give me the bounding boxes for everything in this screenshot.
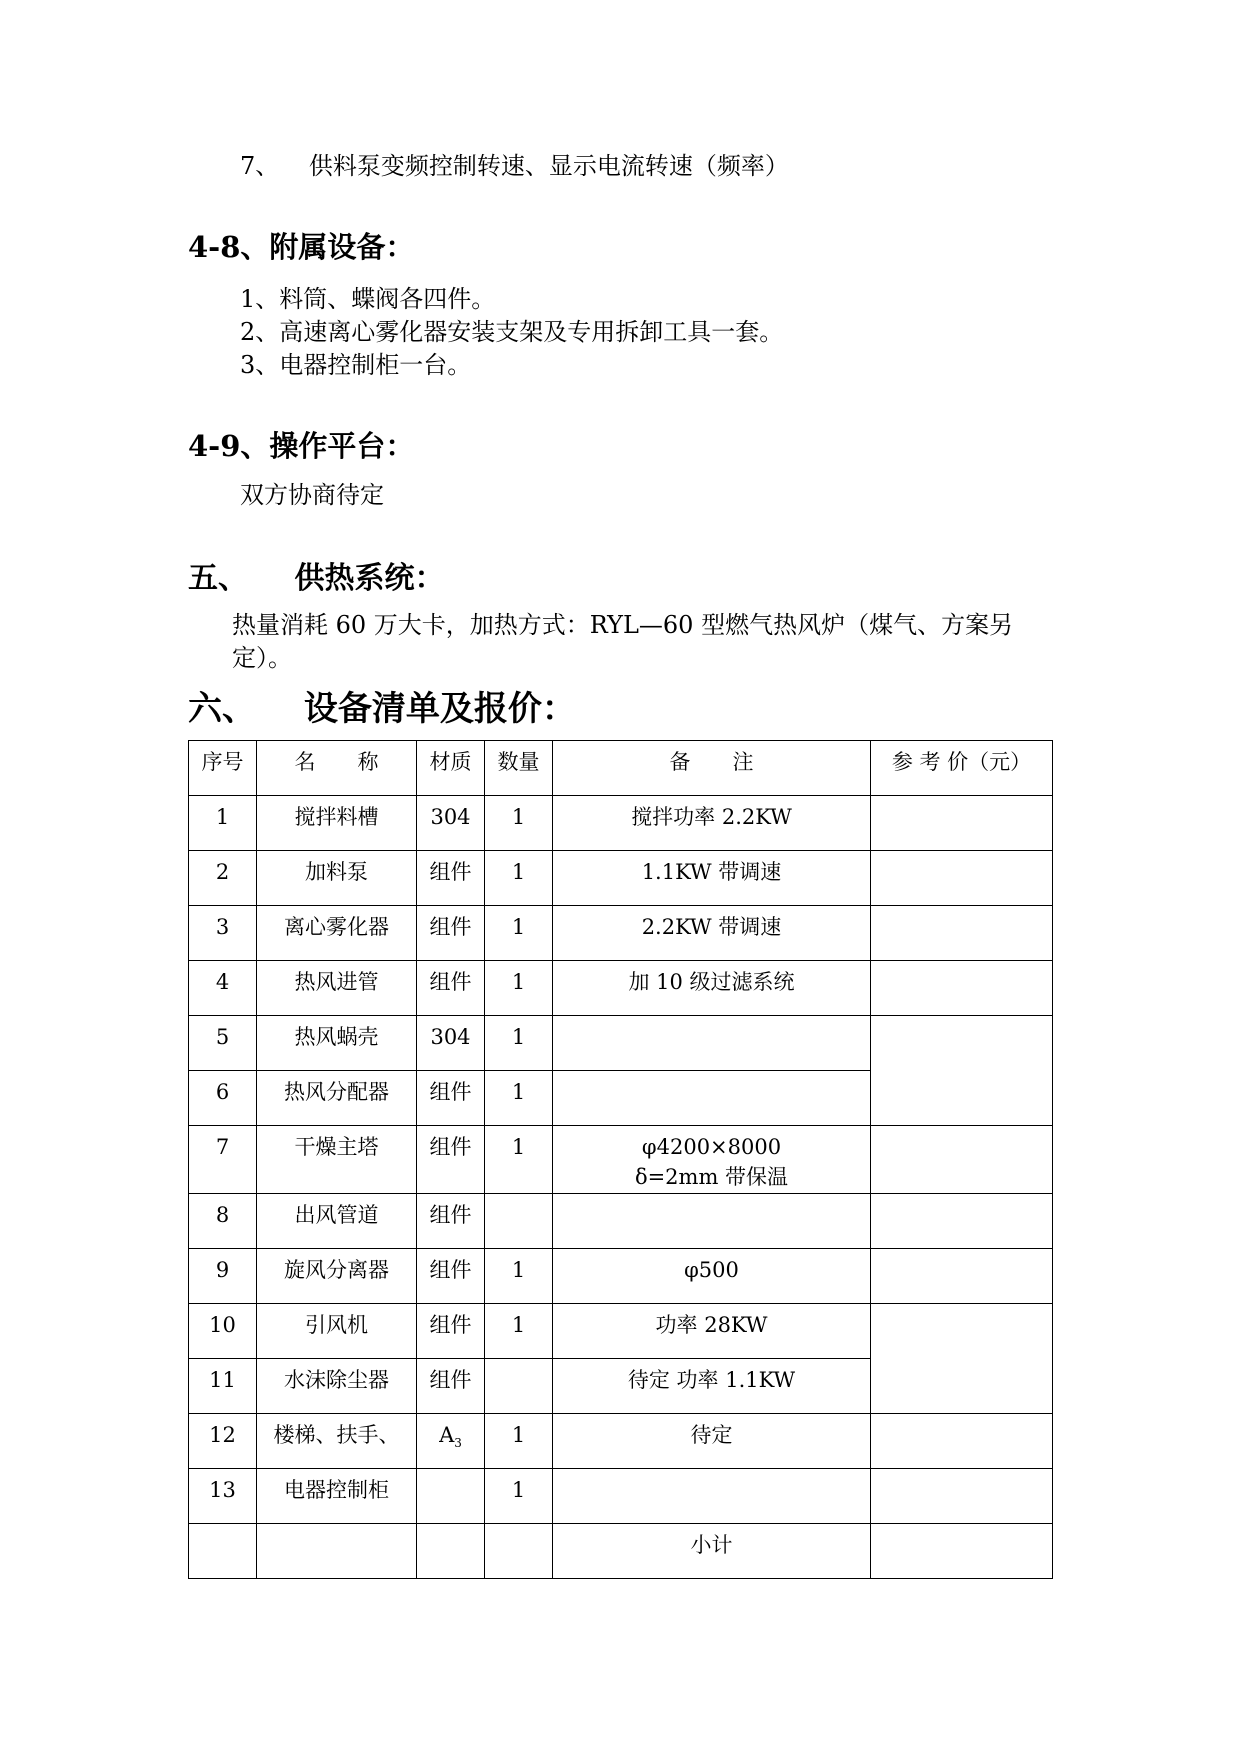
paragraph-line: 热量消耗 60 万大卡，加热方式：RYL—60 型燃气热风炉（煤气、方案另	[232, 611, 1014, 639]
section-number: 六、	[188, 689, 256, 729]
cell-qty: 1	[485, 906, 553, 961]
list-item-7	[240, 150, 789, 182]
cell-price	[871, 1126, 1053, 1194]
cell-name: 引风机	[257, 1304, 417, 1359]
cell-no: 7	[189, 1126, 257, 1194]
cell-qty: 1	[485, 1016, 553, 1071]
cell-material: 组件	[417, 1194, 485, 1249]
remark-line: φ4200×8000	[641, 1135, 782, 1159]
list-item-number: 7、	[240, 152, 280, 180]
paragraph-line: 定）。	[232, 644, 292, 672]
cell-material: 组件	[417, 1249, 485, 1304]
cell-price	[871, 851, 1053, 906]
cell-no: 4	[189, 961, 257, 1016]
cell-no: 8	[189, 1194, 257, 1249]
cell-name: 离心雾化器	[257, 906, 417, 961]
cell-name: 加料泵	[257, 851, 417, 906]
material-text: A	[439, 1423, 455, 1447]
cell-material: 组件	[417, 1304, 485, 1359]
cell-name: 楼梯、扶手、	[257, 1414, 417, 1469]
cell-remark: 1.1KW 带调速	[553, 851, 871, 906]
cell-remark	[553, 1126, 871, 1194]
cell-no: 6	[189, 1071, 257, 1126]
cell-no: 12	[189, 1414, 257, 1469]
cell-remark: 待定 功率 1.1KW	[553, 1359, 871, 1414]
cell-no: 9	[189, 1249, 257, 1304]
header-cell: 材质	[417, 741, 485, 796]
cell-price	[871, 796, 1053, 851]
table-row	[189, 796, 1053, 851]
table-row-subtotal	[189, 1524, 1053, 1579]
cell-price	[871, 1524, 1053, 1579]
list-item: 3、电器控制柜一台。	[240, 351, 472, 379]
cell-remark: φ500	[553, 1249, 871, 1304]
cell-qty: 1	[485, 1071, 553, 1126]
table-row	[189, 1194, 1053, 1249]
cell-no: 5	[189, 1016, 257, 1071]
table-row	[189, 851, 1053, 906]
cell-material	[417, 1414, 485, 1469]
cell-price	[871, 961, 1053, 1016]
cell-qty: 1	[485, 961, 553, 1016]
cell-name: 旋风分离器	[257, 1249, 417, 1304]
cell-qty: 1	[485, 851, 553, 906]
cell-price	[871, 1194, 1053, 1249]
cell-price	[871, 906, 1053, 961]
cell-name: 出风管道	[257, 1194, 417, 1249]
cell-name: 热风分配器	[257, 1071, 417, 1126]
cell-remark: 功率 28KW	[553, 1304, 871, 1359]
cell-no: 13	[189, 1469, 257, 1524]
cell-remark	[553, 1016, 871, 1071]
cell-material: 组件	[417, 906, 485, 961]
cell-remark	[553, 1071, 871, 1126]
cell-remark	[553, 1194, 871, 1249]
header-cell: 备 注	[553, 741, 871, 796]
table-row	[189, 1469, 1053, 1524]
cell-remark: 2.2KW 带调速	[553, 906, 871, 961]
cell-name: 电器控制柜	[257, 1469, 417, 1524]
cell-qty: 1	[485, 1304, 553, 1359]
table-row	[189, 1126, 1053, 1194]
cell-name: 热风进管	[257, 961, 417, 1016]
cell-price	[871, 1414, 1053, 1469]
cell-qty	[485, 1194, 553, 1249]
section-title: 设备清单及报价：	[303, 689, 576, 729]
cell-name	[257, 1524, 417, 1579]
list-item: 1、料筒、蝶阀各四件。	[240, 285, 496, 313]
list-item-text: 供料泵变频控制转速、显示电流转速（频率）	[308, 152, 789, 180]
section-heading-5	[188, 560, 444, 598]
cell-name: 水沫除尘器	[257, 1359, 417, 1414]
remark-line: δ=2mm 带保温	[634, 1165, 789, 1189]
cell-price-merged	[871, 1304, 1053, 1414]
cell-material: 组件	[417, 1071, 485, 1126]
table-row	[189, 906, 1053, 961]
cell-name: 搅拌料槽	[257, 796, 417, 851]
section-heading-4-9: 4-9、操作平台：	[188, 429, 415, 463]
cell-qty: 1	[485, 1414, 553, 1469]
cell-qty: 1	[485, 1249, 553, 1304]
cell-qty	[485, 1359, 553, 1414]
table-row	[189, 1414, 1053, 1469]
section-title: 供热系统：	[294, 561, 445, 596]
cell-no: 1	[189, 796, 257, 851]
table-row	[189, 1249, 1053, 1304]
header-cell: 名 称	[257, 741, 417, 796]
cell-price	[871, 1469, 1053, 1524]
cell-no	[189, 1524, 257, 1579]
header-cell: 数量	[485, 741, 553, 796]
cell-no: 10	[189, 1304, 257, 1359]
table-row	[189, 961, 1053, 1016]
cell-material: 组件	[417, 961, 485, 1016]
cell-no: 3	[189, 906, 257, 961]
table-row	[189, 1304, 1053, 1359]
material-subscript: 3	[454, 1436, 462, 1451]
cell-no: 2	[189, 851, 257, 906]
cell-price-merged	[871, 1016, 1053, 1126]
table-header-row	[189, 741, 1053, 796]
cell-remark	[553, 1469, 871, 1524]
header-cell: 参 考 价（元）	[871, 741, 1053, 796]
section-number: 五、	[188, 561, 248, 596]
section-heading-4-8: 4-8、附属设备：	[188, 230, 415, 264]
cell-material: 组件	[417, 1126, 485, 1194]
cell-remark: 搅拌功率 2.2KW	[553, 796, 871, 851]
cell-name: 热风蜗壳	[257, 1016, 417, 1071]
cell-remark: 加 10 级过滤系统	[553, 961, 871, 1016]
cell-price	[871, 1249, 1053, 1304]
cell-material: 组件	[417, 1359, 485, 1414]
list-item: 2、高速离心雾化器安装支架及专用拆卸工具一套。	[240, 318, 784, 346]
cell-qty	[485, 1524, 553, 1579]
cell-material: 304	[417, 796, 485, 851]
section-text: 双方协商待定	[240, 481, 384, 509]
equipment-quote-table	[188, 740, 1053, 1579]
cell-no: 11	[189, 1359, 257, 1414]
cell-material	[417, 1469, 485, 1524]
cell-material: 组件	[417, 851, 485, 906]
cell-material	[417, 1524, 485, 1579]
header-cell: 序号	[189, 741, 257, 796]
cell-name: 干燥主塔	[257, 1126, 417, 1194]
section-heading-6	[188, 688, 576, 730]
cell-qty: 1	[485, 1126, 553, 1194]
cell-qty: 1	[485, 796, 553, 851]
cell-remark: 待定	[553, 1414, 871, 1469]
cell-qty: 1	[485, 1469, 553, 1524]
cell-material: 304	[417, 1016, 485, 1071]
cell-remark: 小计	[553, 1524, 871, 1579]
table-row	[189, 1016, 1053, 1071]
